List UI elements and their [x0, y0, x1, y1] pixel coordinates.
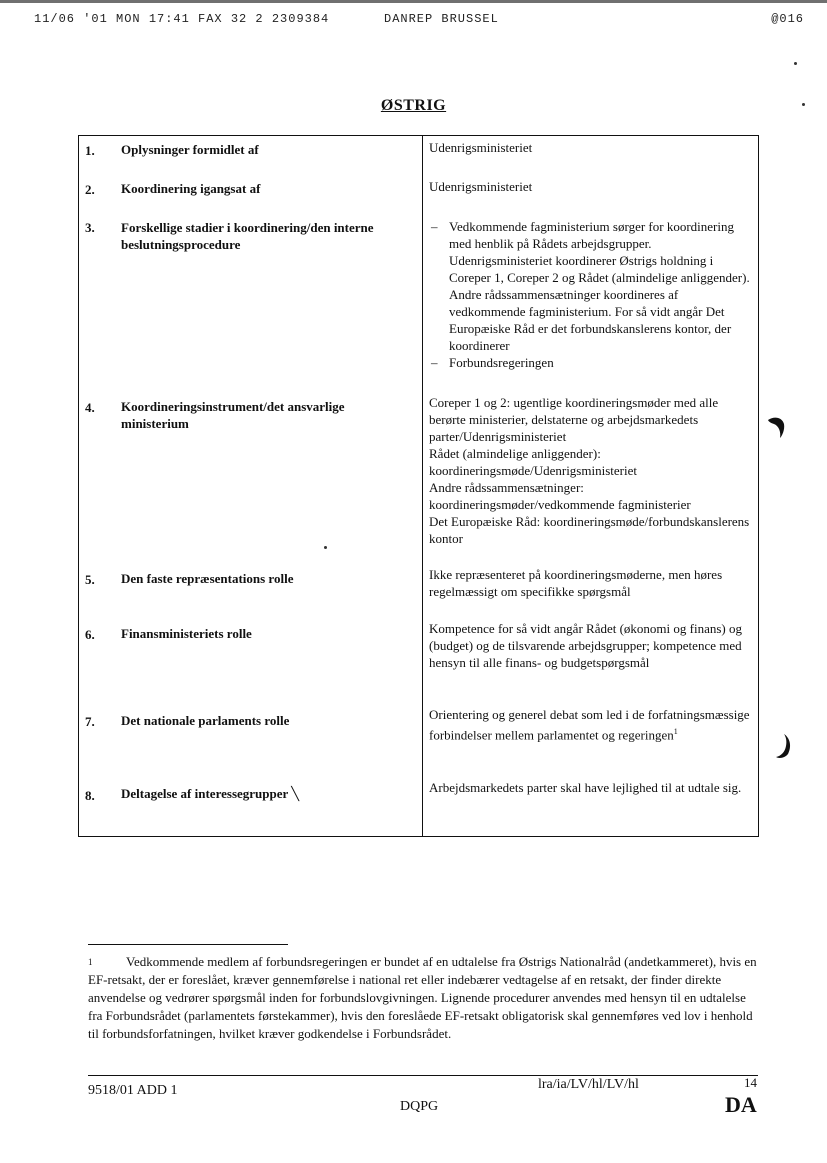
fax-edge-line — [0, 0, 827, 3]
row-label: Den faste repræsentations rolle — [121, 571, 294, 586]
row-number: 1. — [85, 143, 95, 158]
row-label — [121, 785, 406, 802]
row-content — [429, 139, 751, 156]
row-content-line: Det Europæiske Råd: koordineringsmøde/forbundskanslerens kontor — [429, 514, 750, 546]
footnote-text: Vedkommende medlem af forbundsregeringen er bundet af en udtalelse fra Østrigs Nationalråd (andetkammeret), hvis en EF-retsakt, der er foreslået, kræver gennemførelse i national ret eller indebærer vedtagelse af en retsakt, der finder direkte anvendelse og vedrører spørgsmål inden for forbundslovgivningen. Lignende procedurer anvendes med hensyn til en udtalelse fra Forbundsrådet (parlamentets førstekammer), hvis den foreslåede EF-retsakt obligatorisk skal gennemføres ved lov i henhold til forbundsforfatningen, hvilket kræver godkendelse i Forbundsrådet. — [88, 954, 757, 1041]
fax-header-page: @016 — [771, 12, 804, 26]
row-label: Koordineringsinstrument/det ansvarlige ministerium — [121, 399, 345, 431]
row-number: 7. — [85, 714, 95, 729]
row-content — [429, 779, 751, 796]
footer-reference: lra/ia/LV/hl/LV/hl — [538, 1077, 639, 1092]
scan-speck — [802, 103, 805, 106]
footer-page-number: 14 — [744, 1075, 757, 1090]
footnote-mark: 1 — [88, 957, 93, 967]
row-content-line: Arbejdsmarkedets parter skal have lejlighed til at udtale sig. — [429, 780, 742, 795]
binder-hole-mark-icon — [774, 732, 794, 760]
row-label: Det nationale parlaments rolle — [121, 713, 290, 728]
row-label: Koordinering igangsat af — [121, 181, 261, 196]
row-number: 8. — [85, 788, 95, 803]
row-content-line: Rådet (almindelige anliggender): koordineringsmøde/Udenrigsministeriet — [429, 446, 637, 478]
row-content — [429, 706, 751, 743]
row-label: Forskellige stadier i koordinering/den interne beslutningsprocedure — [121, 220, 374, 252]
row-content — [429, 178, 751, 195]
footnote-rule — [88, 944, 288, 945]
row-content-line: Coreper 1 og 2: ugentlige koordineringsmøder med alle berørte ministerier, delstaterne og arbejdsmarkedets parter/Udenrigsministeriet — [429, 395, 719, 444]
footer-language: DA — [725, 1092, 757, 1117]
row-content-line: Udenrigsministeriet — [429, 140, 533, 155]
row-label: Finansministeriets rolle — [121, 626, 252, 641]
footnote-reference: 1 — [673, 727, 678, 736]
row-number: 6. — [85, 627, 95, 642]
bullet-item: – Vedkommende fagministerium sørger for koordinering med henblik på Rådets arbejdsgrupper. Udenrigsministeriet koordinerer Østrigs holdning i Coreper 1, Coreper 2 og Rådet (almindelige anliggender). Andre rådssammensætninger koordineres af vedkommende fagministerium. For så vidt angår Det Europæiske Råd er det forbundskanslerens kontor, der koordinerer — [429, 218, 751, 354]
fax-header-sender: DANREP BRUSSEL — [384, 12, 499, 26]
row-content — [429, 394, 751, 547]
row-label-text: Deltagelse af interessegrupper — [121, 786, 289, 801]
row-content — [429, 218, 751, 371]
row-content — [429, 566, 751, 600]
row-content-line: Udenrigsministeriet — [429, 179, 533, 194]
row-label: Oplysninger formidlet af — [121, 142, 259, 157]
binder-hole-mark-icon — [766, 414, 788, 440]
footer-department: DQPG — [400, 1099, 439, 1114]
row-content-line: Andre rådssammensætninger: koordineringsmøder/vedkommende fagministerier — [429, 480, 691, 512]
column-divider — [422, 136, 423, 836]
row-number: 3. — [85, 220, 95, 235]
row-content-line: Ikke repræsenteret på koordineringsmøderne, men høres regelmæssigt om specifikke spørgsmål — [429, 567, 723, 599]
handwritten-check-mark: ╲ — [291, 786, 300, 801]
row-content-text: Orientering og generel debat som led i de forfatningsmæssige forbindelser mellem parlamentet og regeringen — [429, 707, 750, 743]
scan-speck — [794, 62, 797, 65]
scan-speck — [324, 546, 327, 549]
row-number: 5. — [85, 572, 95, 587]
bullet-item: – Forbundsregeringen — [429, 354, 751, 371]
footer-document-number: 9518/01 ADD 1 — [88, 1083, 178, 1098]
row-content-line: Kompetence for så vidt angår Rådet (økonomi og finans) og (budget) og de tilsvarende arbejdsgrupper; kompetence med hensyn til alle finans- og budgetspørgsmål — [429, 621, 742, 670]
footer-rule — [88, 1075, 758, 1076]
row-number: 2. — [85, 182, 95, 197]
coordination-table — [78, 135, 759, 837]
page-title: ØSTRIG — [380, 97, 447, 114]
fax-header — [34, 12, 804, 30]
row-content-line — [429, 706, 751, 743]
fax-header-datetime: 11/06 '01 MON 17:41 FAX 32 2 2309384 — [34, 12, 330, 26]
row-content — [429, 620, 751, 671]
row-number: 4. — [85, 400, 95, 415]
